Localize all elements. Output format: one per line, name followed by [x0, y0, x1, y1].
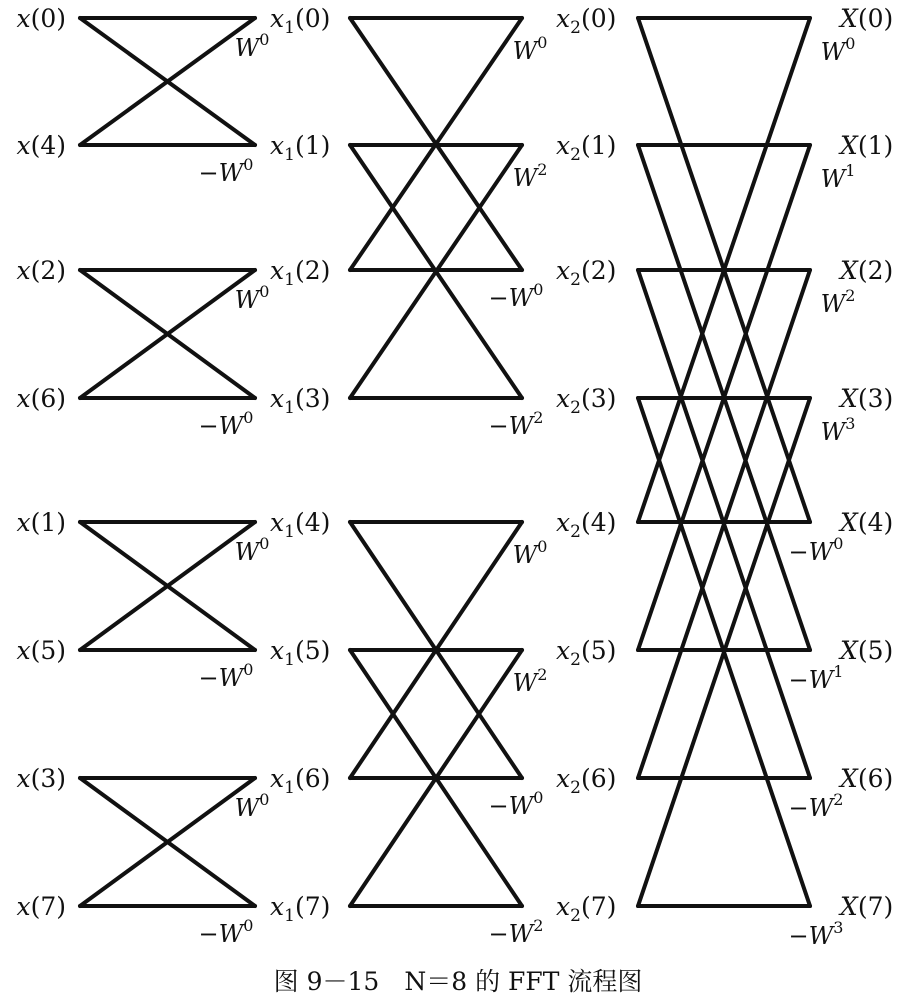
stage1-label-2: $x_1(2)$	[270, 256, 331, 290]
stage3-twiddle-7: $-W^3$	[788, 918, 844, 950]
stage3-twiddle-6: $-W^2$	[788, 790, 844, 822]
stage1-twiddle-0: $W^0$	[234, 30, 270, 62]
input-label-0: x(0)	[16, 4, 66, 33]
stage1-label-6: $x_1(6)$	[270, 764, 331, 798]
stage1-twiddle-3: $-W^0$	[198, 408, 254, 440]
stage2-twiddle-2: $-W^0$	[488, 280, 544, 312]
input-label-7: x(7)	[16, 892, 66, 921]
stage2-twiddle-5: $W^2$	[512, 665, 548, 697]
stage3-twiddle-4: $-W^0$	[788, 534, 844, 566]
output-label-3: X(3)	[840, 384, 894, 413]
output-label-6: X(6)	[840, 764, 894, 793]
stage3-twiddle-1: $W^1$	[820, 161, 856, 193]
stage1-label-5: $x_1(5)$	[270, 636, 331, 670]
stage1-label-3: $x_1(3)$	[270, 384, 331, 418]
output-label-1: X(1)	[840, 131, 894, 160]
stage2-label-2: $x_2(2)$	[556, 256, 617, 290]
stage1-label-7: $x_1(7)$	[270, 892, 331, 926]
input-label-6: x(3)	[16, 764, 66, 793]
stage1-twiddle-7: $-W^0$	[198, 916, 254, 948]
stage2-twiddle-4: $W^0$	[512, 537, 548, 569]
input-label-2: x(2)	[16, 256, 66, 285]
stage1-label-0: $x_1(0)$	[270, 4, 331, 38]
stage3-twiddle-5: $-W^1$	[788, 662, 844, 694]
node-labels	[16, 4, 893, 926]
butterfly-wires	[80, 18, 810, 906]
stage2-twiddle-6: $-W^0$	[488, 788, 544, 820]
stage2-twiddle-7: $-W^2$	[488, 916, 544, 948]
stage2-label-7: $x_2(7)$	[556, 892, 617, 926]
stage3-twiddle-0: $W^0$	[820, 34, 856, 66]
stage2-label-0: $x_2(0)$	[556, 4, 617, 38]
stage1-twiddle-5: $-W^0$	[198, 660, 254, 692]
input-label-3: x(6)	[16, 384, 66, 413]
stage2-twiddle-0: $W^0$	[512, 33, 548, 65]
stage1-label-4: $x_1(4)$	[270, 508, 331, 542]
stage1-twiddle-4: $W^0$	[234, 534, 270, 566]
input-label-5: x(5)	[16, 636, 66, 665]
stage3-twiddle-2: $W^2$	[820, 286, 856, 318]
stage2-label-5: $x_2(5)$	[556, 636, 617, 670]
stage3-twiddle-3: $W^3$	[820, 414, 856, 446]
output-label-7: X(7)	[840, 892, 894, 921]
input-label-1: x(4)	[16, 131, 66, 160]
stage2-label-3: $x_2(3)$	[556, 384, 617, 418]
stage1-label-1: $x_1(1)$	[270, 131, 331, 165]
output-label-2: X(2)	[840, 256, 894, 285]
stage2-label-4: $x_2(4)$	[556, 508, 617, 542]
stage2-twiddle-1: $W^2$	[512, 160, 548, 192]
output-label-4: X(4)	[840, 508, 894, 537]
figure-caption: 图 9－15 N＝8 的 FFT 流程图	[273, 967, 643, 996]
stage2-label-1: $x_2(1)$	[556, 131, 617, 165]
stage1-twiddle-2: $W^0$	[234, 282, 270, 314]
stage2-label-6: $x_2(6)$	[556, 764, 617, 798]
stage2-twiddle-3: $-W^2$	[488, 408, 544, 440]
stage1-twiddle-6: $W^0$	[234, 790, 270, 822]
stage1-twiddle-1: $-W^0$	[198, 155, 254, 187]
input-label-4: x(1)	[16, 508, 66, 537]
output-label-0: X(0)	[840, 4, 894, 33]
output-label-5: X(5)	[840, 636, 894, 665]
